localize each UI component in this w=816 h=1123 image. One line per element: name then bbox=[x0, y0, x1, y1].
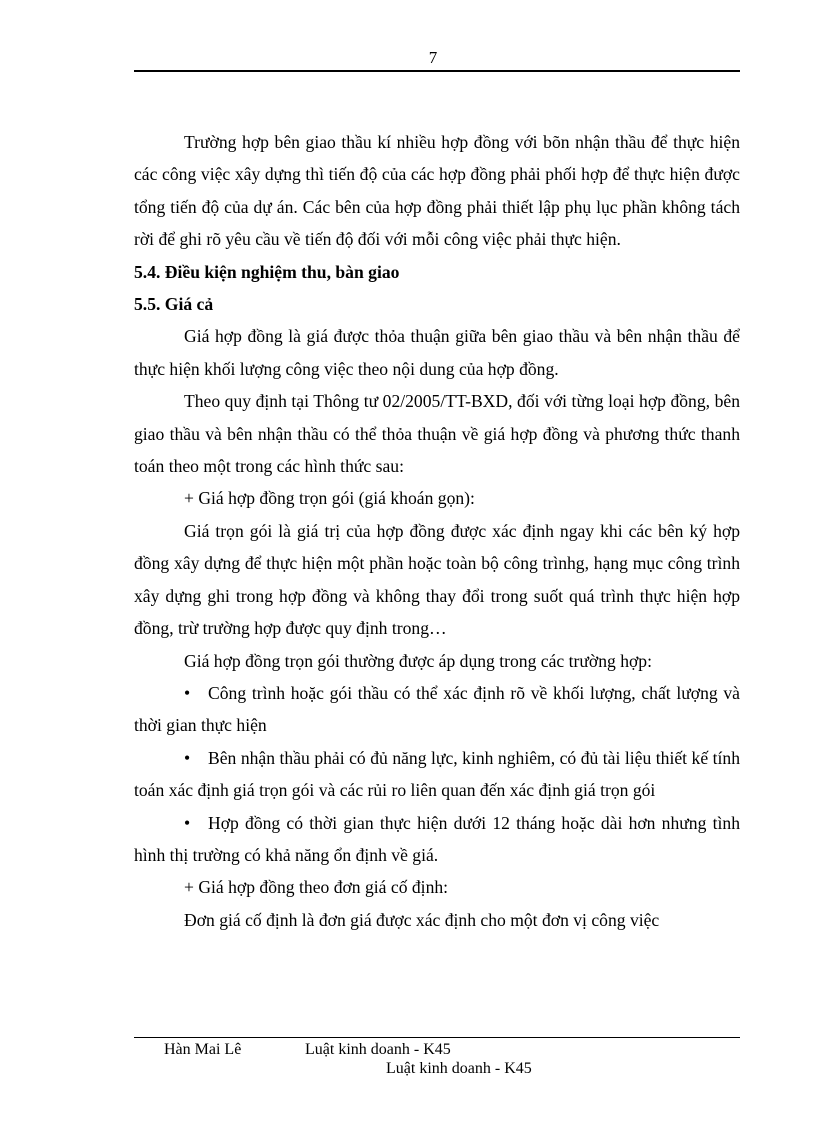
paragraph: Giá trọn gói là giá trị của hợp đồng được xác định ngay khi các bên ký hợp đồng xây dựng để thực hiện một phần hoặc toàn bộ công trìnhg, hạng mục công trình xây dựng ghi trong hợp đồng và không thay đổi trong suốt quá trình thực hiện hợp đồng, trừ trường hợp được quy định trong… bbox=[134, 520, 740, 639]
paragraph: Giá hợp đồng là giá được thỏa thuận giữa bên giao thầu và bên nhận thầu để thực hiện khối lượng công việc theo nội dung của hợp đồng. bbox=[134, 326, 740, 379]
document-body bbox=[134, 126, 740, 936]
section-heading: 5.5. Giá cả bbox=[134, 294, 214, 315]
bullet-item bbox=[134, 742, 740, 807]
bullet-text: Bên nhận thầu phải có đủ năng lực, kinh nghiêm, có đủ tài liệu thiết kế tính toán xác định giá trọn gói và các rủi ro liên quan đến xác định giá trọn gói bbox=[134, 747, 740, 801]
bullet-item bbox=[134, 677, 740, 742]
header-divider bbox=[134, 70, 740, 72]
paragraph: Giá hợp đồng trọn gói thường được áp dụng trong các trường hợp: bbox=[184, 650, 652, 671]
paragraph: Trường hợp bên giao thầu kí nhiều hợp đồng với bõn nhận thầu để thực hiện các công việc xây dựng thì tiến độ của các hợp đồng phải phối hợp để thực hiện được tổng tiến độ của dự án. Các bên của hợp đồng phải thiết lập phụ lục phần không tách rời để ghi rõ yêu cầu về tiến độ đối với mỗi công việc phải thực hiện. bbox=[134, 132, 740, 250]
bullet-icon: • bbox=[184, 682, 191, 703]
paragraph: + Giá hợp đồng trọn gói (giá khoán gọn): bbox=[184, 488, 475, 509]
bullet-item bbox=[134, 807, 740, 872]
footer-author: Hàn Mai Lê bbox=[164, 1041, 242, 1058]
page-number: 7 bbox=[428, 48, 438, 67]
section-heading: 5.4. Điều kiện nghiệm thu, bàn giao bbox=[134, 261, 400, 282]
bullet-text: Hợp đồng có thời gian thực hiện dưới 12 tháng hoặc dài hơn nhưng tình hình thị trường có khả năng ổn định về giá. bbox=[134, 812, 740, 865]
bullet-icon: • bbox=[184, 747, 191, 768]
footer-divider bbox=[134, 1037, 740, 1038]
bullet-text: Công trình hoặc gói thầu có thể xác định rõ về khối lượng, chất lượng và thời gian thực hiện bbox=[134, 682, 740, 736]
paragraph: + Giá hợp đồng theo đơn giá cố định: bbox=[184, 877, 449, 898]
paragraph: Theo quy định tại Thông tư 02/2005/TT-BXD, đối với từng loại hợp đồng, bên giao thầu và bên nhận thầu có thể thỏa thuận về giá hợp đồng và phương thức thanh toán theo một trong các hình thức sau: bbox=[134, 391, 740, 477]
footer-course-repeat: Luật kinh doanh - K45 bbox=[386, 1060, 532, 1077]
paragraph: Đơn giá cố định là đơn giá được xác định cho một đơn vị công việc bbox=[184, 909, 660, 930]
footer-course: Luật kinh doanh - K45 bbox=[305, 1041, 451, 1058]
bullet-icon: • bbox=[184, 812, 191, 833]
